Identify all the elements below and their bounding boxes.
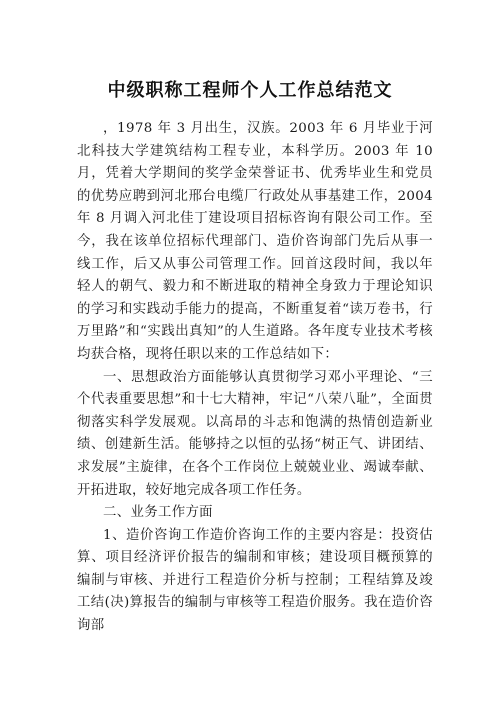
- section-heading-business-work: 二、业务工作方面: [103, 505, 213, 521]
- document-body: [77, 118, 433, 638]
- paragraph-cost-consulting: 1、造价咨询工作造价咨询工作的主要内容是：投资估算、项目经济评价报告的编制和审核；建设项目概预算的编制与审核、并进行工程造价分析与控制；工程结算及竣工结(决)算报告的编制与审核等工程造价服务。我在造价咨询部: [77, 527, 433, 634]
- paragraph-political-thought: 一、思想政治方面能够认真贯彻学习邓小平理论、“三个代表重要思想”和十七大精神，牢记“八荣八耻”，全面贯彻落实科学发展观。以高昂的斗志和饱满的热情创造新业绩、创建新生活。能够持之以恒的弘扬“树正气、讲团结、求发展”主旋律，在各个工作岗位上兢兢业业、竭诚奉献、开拓进取，较好地完成各项工作任务。: [77, 369, 433, 498]
- document-title: 中级职称工程师个人工作总结范文: [107, 80, 393, 102]
- paragraph-personal-background: ，1978 年 3 月出生，汉族。2003 年 6 月毕业于河北科技大学建筑结构工程专业，本科学历。2003 年 10 月，凭着大学期间的奖学金荣誉证书、优秀毕业生和党员的优势应聘到河北邢台电缆厂行政处从事基建工作，2004 年 8 月调入河北佳丁建设项目招标咨询有限公司工作。至今，我在该单位招标代理部门、造价咨询部门先后从事一线工作，后又从事公司管理工作。回首这段时间，我以年轻人的朝气、毅力和不断进取的精神全身致力于理论知识的学习和实践动手能力的提高，不断重复着“读万卷书，行万里路”和“实践出真知”的人生道路。各年度专业技术考核均获合格，现将任职以来的工作总结如下：: [77, 121, 433, 362]
